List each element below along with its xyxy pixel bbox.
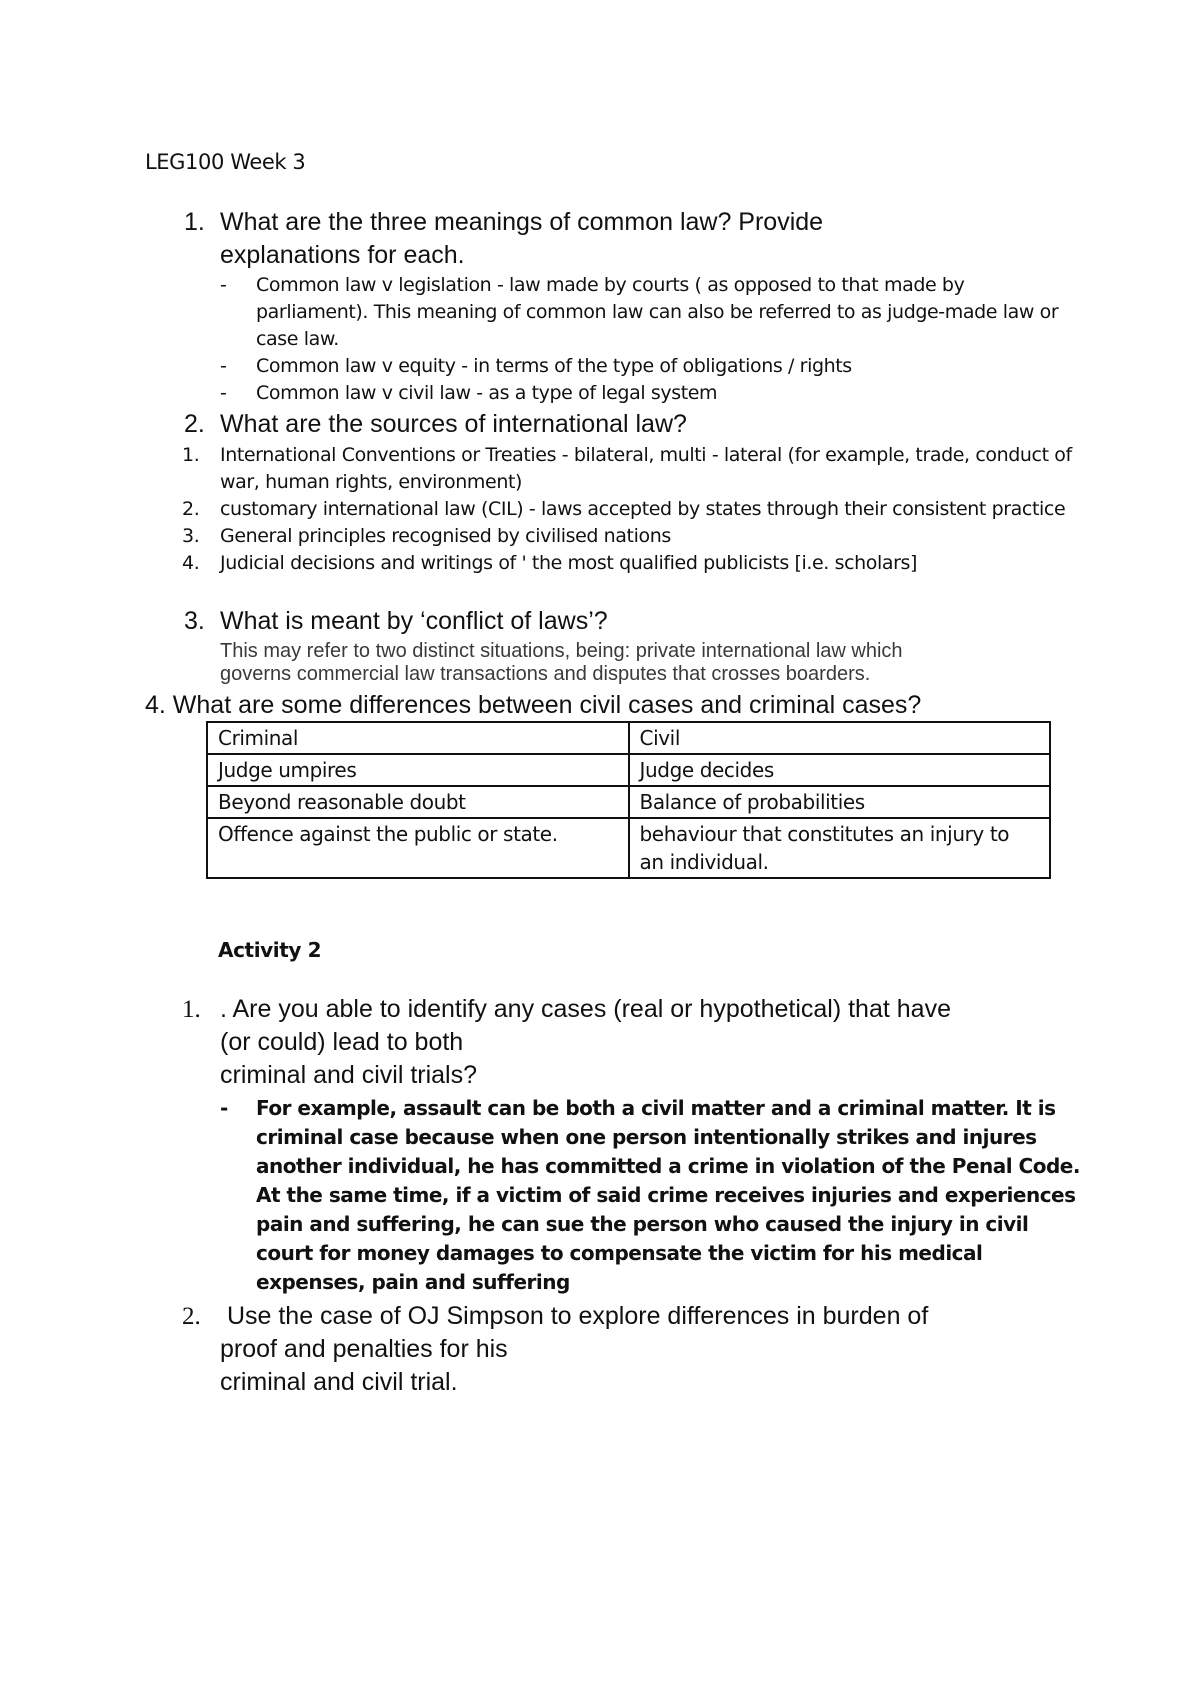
source-item-text: Judicial decisions and writings of ' the most qualified publicists [i.e. scholars] xyxy=(220,552,918,574)
answer-item xyxy=(220,380,1070,407)
question-3-answer-line-2: governs commercial law transactions and disputes that crosses boarders. xyxy=(220,663,871,685)
question-2-answers xyxy=(182,442,1072,577)
source-item-number: 4. xyxy=(182,552,200,574)
question-4-text: 4. What are some differences between civil cases and criminal cases? xyxy=(145,691,922,719)
answer-item-bullet: - xyxy=(220,274,227,296)
question-1 xyxy=(184,206,1040,272)
table-cell: Criminal xyxy=(207,722,629,754)
table-cell: Offence against the public or state. xyxy=(207,818,629,878)
table-cell: Civil xyxy=(629,722,1051,754)
activity-2-question-2-line-2: proof and penalties for his xyxy=(220,1335,508,1363)
table-row xyxy=(207,818,1050,878)
source-item-text: customary international law (CIL) - laws accepted by states through their consistent practice xyxy=(220,498,1066,520)
question-2 xyxy=(184,408,1040,441)
source-item-number: 3. xyxy=(182,525,200,547)
table-cell: behaviour that constitutes an injury to an individual. xyxy=(629,818,1051,878)
activity-2-question-2-line-3: criminal and civil trial. xyxy=(220,1368,458,1396)
activity-2-heading: Activity 2 xyxy=(218,938,322,962)
table-cell: Judge umpires xyxy=(207,754,629,786)
source-item-text: General principles recognised by civilised nations xyxy=(220,525,671,547)
activity-2-question-2 xyxy=(182,1300,1080,1399)
question-3-text: What is meant by ‘conflict of laws’? xyxy=(220,607,608,635)
table-row xyxy=(207,754,1050,786)
table-cell: Beyond reasonable doubt xyxy=(207,786,629,818)
answer-item-text: Common law v civil law - as a type of legal system xyxy=(256,382,718,404)
activity-2-question-1-line-2: (or could) lead to both xyxy=(220,1028,464,1056)
question-2-number: 2. xyxy=(184,410,205,438)
question-3-number: 3. xyxy=(184,607,205,635)
activity-2-question-1 xyxy=(182,993,1080,1092)
table-row xyxy=(207,722,1050,754)
question-2-text: What are the sources of international law? xyxy=(220,410,687,438)
source-item-text: International Conventions or Treaties - bilateral, multi - lateral (for example, trade, conduct of war, human rights, environment) xyxy=(220,444,1072,493)
answer-item-text: For example, assault can be both a civil matter and a criminal matter. It is criminal case because when one person intentionally strikes and injures another individual, he has committed a crime in violation of the Penal Code. At the same time, if a victim of said crime receives injuries and experiences pain and suffering, he can sue the person who caused the injury in civil court for money damages to compensate the victim for his medical expenses, pain and suffering xyxy=(256,1096,1080,1294)
activity-2-question-1-number: 1. xyxy=(182,996,201,1023)
answer-item xyxy=(220,1094,1082,1297)
question-1-number: 1. xyxy=(184,208,205,236)
activity-2-question-1-line-1: . Are you able to identify any cases (real or hypothetical) that have xyxy=(220,995,951,1023)
activity-2-question-1-answer xyxy=(220,1094,1082,1297)
activity-2-question-1-line-3: criminal and civil trials? xyxy=(220,1061,478,1089)
question-1-line-2: explanations for each. xyxy=(220,241,465,269)
source-item-number: 2. xyxy=(182,498,200,520)
table-cell: Balance of probabilities xyxy=(629,786,1051,818)
answer-item-bullet: - xyxy=(220,1096,228,1120)
answer-item xyxy=(220,353,1070,380)
activity-2-question-2-number: 2. xyxy=(182,1303,201,1330)
document-title: LEG100 Week 3 xyxy=(145,150,306,174)
answer-item-bullet: - xyxy=(220,355,227,377)
answer-item-text: Common law v legislation - law made by courts ( as opposed to that made by parliament). This meaning of common law can also be referred to as judge-made law or case law. xyxy=(256,274,1059,350)
answer-item-bullet: - xyxy=(220,382,227,404)
question-3 xyxy=(184,605,1040,638)
source-item xyxy=(182,442,1072,496)
question-1-answers xyxy=(220,272,1070,407)
source-item-number: 1. xyxy=(182,444,200,466)
answer-item xyxy=(220,272,1070,353)
source-item xyxy=(182,496,1072,523)
source-item xyxy=(182,523,1072,550)
table-row xyxy=(207,786,1050,818)
answer-item-text: Common law v equity - in terms of the type of obligations / rights xyxy=(256,355,852,377)
question-3-answer-line-1: This may refer to two distinct situations, being: private international law which xyxy=(220,640,903,662)
table-cell: Judge decides xyxy=(629,754,1051,786)
source-item xyxy=(182,550,1072,577)
activity-2-question-2-line-1: Use the case of OJ Simpson to explore differences in burden of xyxy=(220,1302,929,1330)
question-1-line-1: What are the three meanings of common law? Provide xyxy=(220,208,824,236)
question-3-answer xyxy=(220,640,1100,686)
criminal-civil-table xyxy=(206,721,1051,879)
